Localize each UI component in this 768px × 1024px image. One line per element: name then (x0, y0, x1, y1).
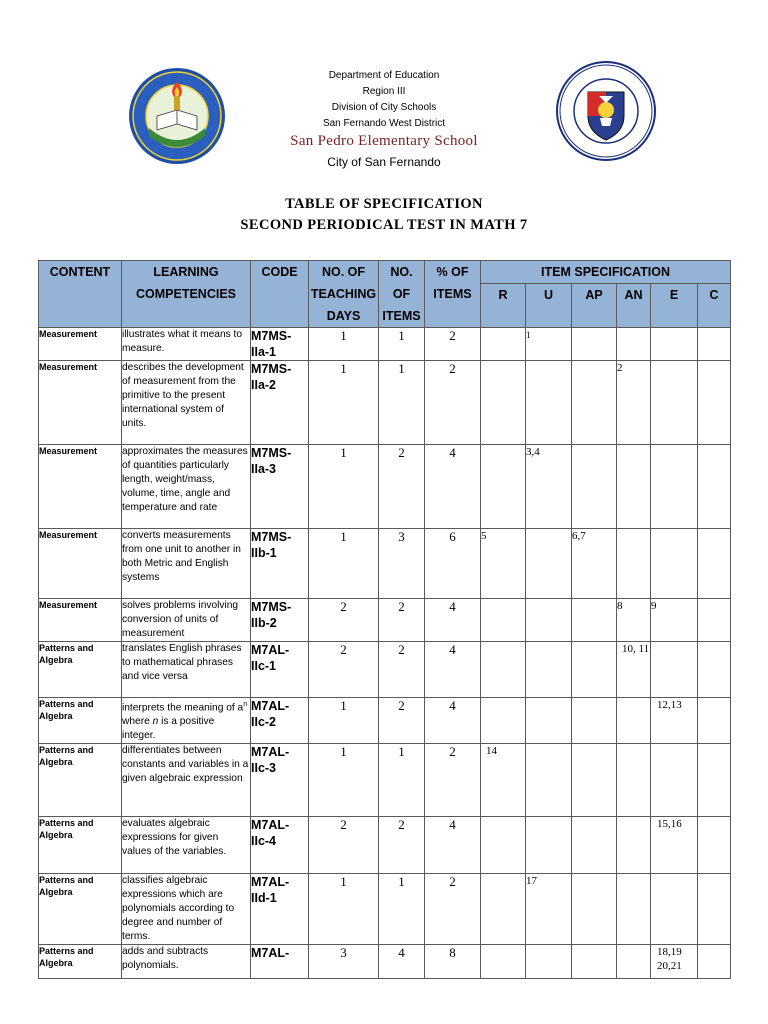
code-cell: M7AL- IIc-2 (251, 698, 309, 744)
spec-u-cell: 17 (526, 874, 572, 945)
items-cell: 2 (379, 599, 425, 642)
code-cell: M7AL- IIc-4 (251, 817, 309, 874)
spec-c-cell (698, 328, 731, 361)
spec-an-cell: 10, 11 (617, 642, 651, 698)
days-cell: 1 (309, 698, 379, 744)
document-title: TABLE OF SPECIFICATION (285, 196, 483, 212)
spec-ap-cell (572, 361, 617, 445)
spec-ap-cell (572, 642, 617, 698)
competency-cell: evaluates algebraic expressions for given values of the variables. (122, 817, 251, 874)
spec-r-cell: 5 (481, 529, 526, 599)
spec-an-cell (617, 529, 651, 599)
spec-r-cell (481, 445, 526, 529)
code-cell: M7MS- IIa-1 (251, 328, 309, 361)
spec-u-cell (526, 817, 572, 874)
code-cell: M7AL- IIc-3 (251, 744, 309, 817)
spec-an-cell: 2 (617, 361, 651, 445)
spec-u-cell (526, 361, 572, 445)
content-cell: Patterns and Algebra (39, 642, 122, 698)
competency-cell: illustrates what it means to measure. (122, 328, 251, 361)
spec-an-cell (617, 445, 651, 529)
spec-u-cell (526, 642, 572, 698)
days-cell: 1 (309, 529, 379, 599)
competency-cell: classifies algebraic expressions which are polynomials according to degree and number of terms. (122, 874, 251, 945)
content-cell: Patterns and Algebra (39, 874, 122, 945)
header-percent-items: % OF ITEMS (425, 261, 481, 328)
school-seal-logo (127, 66, 227, 166)
spec-an-cell: 8 (617, 599, 651, 642)
spec-r-cell (481, 642, 526, 698)
code-cell: M7MS- IIb-1 (251, 529, 309, 599)
code-cell: M7MS- IIa-2 (251, 361, 309, 445)
header-e: E (651, 284, 698, 328)
days-cell: 1 (309, 874, 379, 945)
days-cell: 1 (309, 328, 379, 361)
spec-u-cell (526, 529, 572, 599)
spec-an-cell (617, 328, 651, 361)
items-cell: 1 (379, 744, 425, 817)
percent-cell: 2 (425, 874, 481, 945)
spec-c-cell (698, 529, 731, 599)
spec-an-cell (617, 698, 651, 744)
spec-c-cell (698, 945, 731, 979)
spec-u-cell (526, 744, 572, 817)
code-cell: M7MS- IIa-3 (251, 445, 309, 529)
spec-ap-cell (572, 599, 617, 642)
spec-r-cell (481, 328, 526, 361)
competency-cell: translates English phrases to mathematical phrases and vice versa (122, 642, 251, 698)
content-cell: Patterns and Algebra (39, 817, 122, 874)
spec-c-cell (698, 698, 731, 744)
content-cell: Measurement (39, 328, 122, 361)
spec-ap-cell (572, 817, 617, 874)
header-u: U (526, 284, 572, 328)
days-cell: 2 (309, 817, 379, 874)
percent-cell: 6 (425, 529, 481, 599)
percent-cell: 8 (425, 945, 481, 979)
percent-cell: 4 (425, 698, 481, 744)
items-cell: 2 (379, 642, 425, 698)
competency-cell: differentiates between constants and variables in a given algebraic expression (122, 744, 251, 817)
table-row (39, 698, 731, 744)
spec-e-cell (651, 744, 698, 817)
code-cell: M7AL- (251, 945, 309, 979)
items-cell: 3 (379, 529, 425, 599)
table-row (39, 599, 731, 642)
competency-cell: approximates the measures of quantities particularly length, weight/mass, volume, time, angle and temperature and rate (122, 445, 251, 529)
spec-c-cell (698, 874, 731, 945)
spec-an-cell (617, 874, 651, 945)
competency-cell: adds and subtracts polynomials. (122, 945, 251, 979)
spec-c-cell (698, 445, 731, 529)
document-subtitle: SECOND PERIODICAL TEST IN MATH 7 (240, 217, 528, 233)
region-line: Region III (362, 86, 406, 97)
header-r: R (481, 284, 526, 328)
table-row (39, 874, 731, 945)
header-ap: AP (572, 284, 617, 328)
header-content: CONTENT (39, 261, 122, 328)
content-cell: Patterns and Algebra (39, 945, 122, 979)
spec-r-cell (481, 945, 526, 979)
spec-ap-cell (572, 445, 617, 529)
spec-r-cell (481, 698, 526, 744)
spec-c-cell (698, 361, 731, 445)
spec-ap-cell (572, 945, 617, 979)
content-cell: Patterns and Algebra (39, 744, 122, 817)
code-cell: M7AL- IIc-1 (251, 642, 309, 698)
percent-cell: 4 (425, 445, 481, 529)
spec-ap-cell (572, 328, 617, 361)
spec-ap-cell (572, 698, 617, 744)
table-row (39, 361, 731, 445)
spec-r-cell (481, 817, 526, 874)
spec-e-cell (651, 361, 698, 445)
content-cell: Measurement (39, 599, 122, 642)
spec-r-cell (481, 599, 526, 642)
spec-e-cell: 9 (651, 599, 698, 642)
table-row (39, 328, 731, 361)
header-competencies: LEARNING COMPETENCIES (122, 261, 251, 328)
percent-cell: 2 (425, 744, 481, 817)
competency-cell: solves problems involving conversion of units of measurement (122, 599, 251, 642)
header-no-of-items: NO. OF ITEMS (379, 261, 425, 328)
items-cell: 2 (379, 817, 425, 874)
spec-e-cell: 12,13 (651, 698, 698, 744)
items-cell: 1 (379, 328, 425, 361)
spec-e-cell: 18,19 20,21 (651, 945, 698, 979)
table-row (39, 744, 731, 817)
table-row (39, 945, 731, 979)
spec-e-cell (651, 328, 698, 361)
code-cell: M7AL- IId-1 (251, 874, 309, 945)
spec-r-cell: 14 (481, 744, 526, 817)
percent-cell: 2 (425, 361, 481, 445)
spec-an-cell (617, 945, 651, 979)
spec-e-cell (651, 445, 698, 529)
items-cell: 2 (379, 698, 425, 744)
district-line: San Fernando West District (322, 118, 446, 129)
content-cell: Measurement (39, 361, 122, 445)
percent-cell: 4 (425, 817, 481, 874)
spec-ap-cell (572, 874, 617, 945)
spec-e-cell (651, 642, 698, 698)
header-an: AN (617, 284, 651, 328)
spec-u-cell (526, 945, 572, 979)
percent-cell: 2 (425, 328, 481, 361)
spec-r-cell (481, 361, 526, 445)
spec-c-cell (698, 599, 731, 642)
spec-an-cell (617, 744, 651, 817)
days-cell: 1 (309, 361, 379, 445)
content-cell: Measurement (39, 529, 122, 599)
percent-cell: 4 (425, 642, 481, 698)
division-line: Division of City Schools (331, 102, 437, 113)
items-cell: 1 (379, 361, 425, 445)
spec-e-cell: 15,16 (651, 817, 698, 874)
spec-ap-cell (572, 744, 617, 817)
items-cell: 1 (379, 874, 425, 945)
table-row (39, 817, 731, 874)
days-cell: 1 (309, 744, 379, 817)
code-cell: M7MS- IIb-2 (251, 599, 309, 642)
spec-u-cell (526, 599, 572, 642)
spec-e-cell (651, 874, 698, 945)
header-item-specification: ITEM SPECIFICATION (481, 261, 731, 284)
days-cell: 2 (309, 642, 379, 698)
items-cell: 2 (379, 445, 425, 529)
spec-an-cell (617, 817, 651, 874)
competency-cell: describes the development of measurement from the primitive to the present international system of units. (122, 361, 251, 445)
spec-c-cell (698, 817, 731, 874)
header-teaching-days: NO. OF TEACHING DAYS (309, 261, 379, 328)
content-cell: Patterns and Algebra (39, 698, 122, 744)
spec-c-cell (698, 642, 731, 698)
table-row (39, 642, 731, 698)
spec-e-cell (651, 529, 698, 599)
table-row (39, 445, 731, 529)
city-line: City of San Fernando (327, 155, 441, 169)
header-code: CODE (251, 261, 309, 328)
competency-cell: converts measurements from one unit to another in both Metric and English systems (122, 529, 251, 599)
spec-u-cell: 1 (526, 328, 572, 361)
header-c: C (698, 284, 731, 328)
spec-ap-cell: 6,7 (572, 529, 617, 599)
spec-u-cell (526, 698, 572, 744)
content-cell: Measurement (39, 445, 122, 529)
spec-u-cell: 3,4 (526, 445, 572, 529)
table-row (39, 529, 731, 599)
competency-cell: interprets the meaning of $a^n$ where n is a positive integer. (122, 698, 251, 744)
school-name: San Pedro Elementary School (290, 133, 478, 149)
items-cell: 4 (379, 945, 425, 979)
spec-c-cell (698, 744, 731, 817)
days-cell: 1 (309, 445, 379, 529)
specification-table (38, 260, 731, 979)
spec-r-cell (481, 874, 526, 945)
percent-cell: 4 (425, 599, 481, 642)
department-line: Department of Education (328, 70, 440, 81)
days-cell: 3 (309, 945, 379, 979)
deped-seal-logo (555, 60, 657, 162)
days-cell: 2 (309, 599, 379, 642)
